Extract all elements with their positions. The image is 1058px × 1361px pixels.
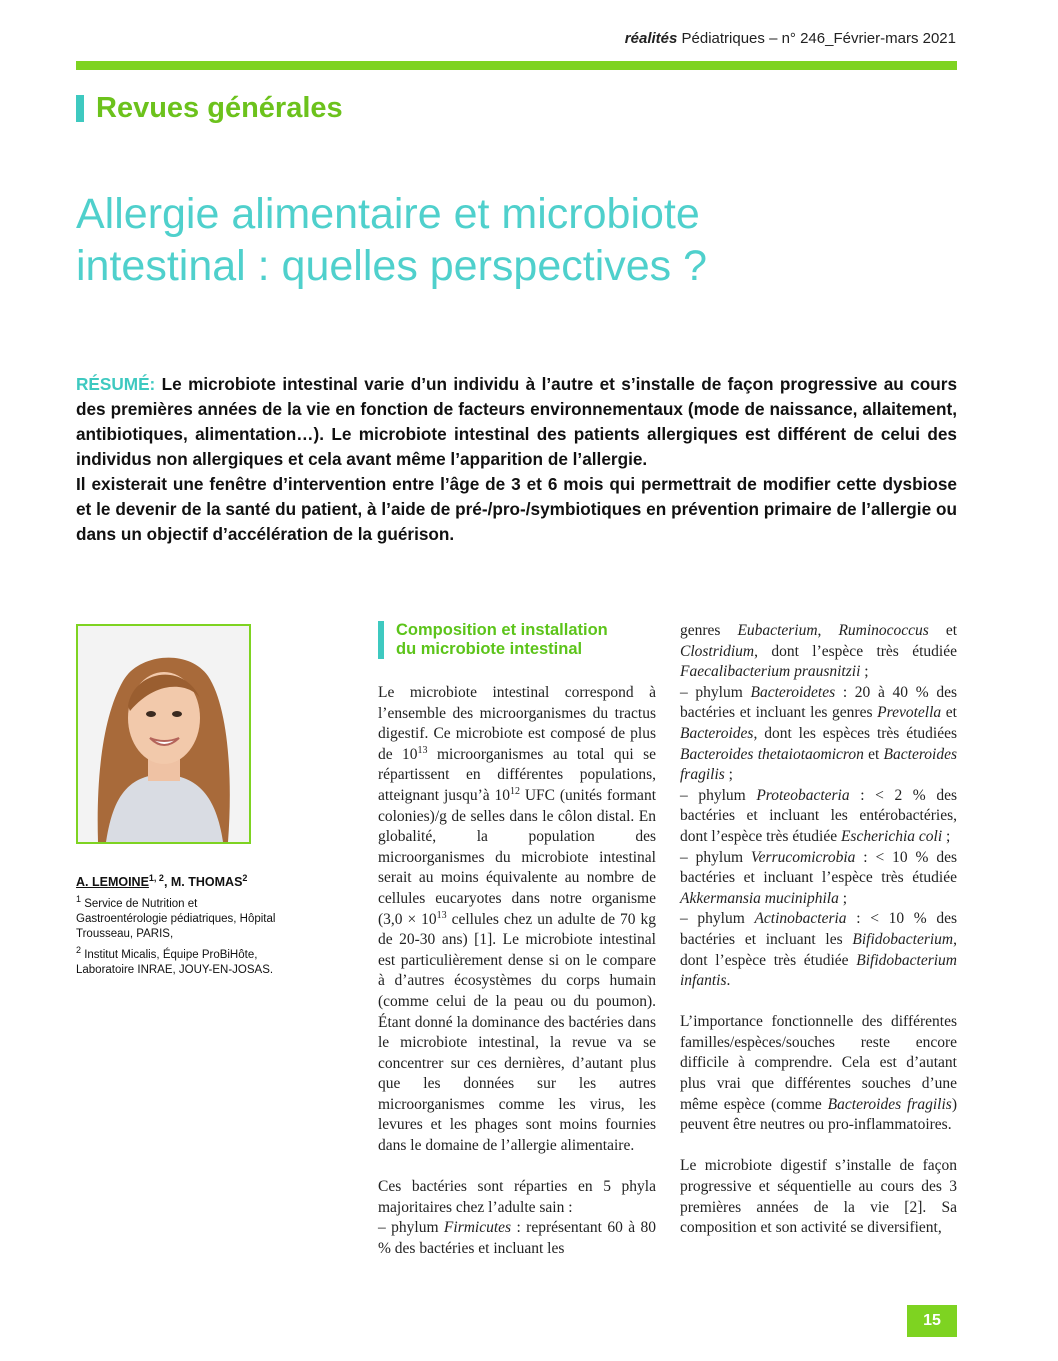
col2-list-proteobacteria: – phylum Proteobacteria : < 2 % des bactéries et incluant les entérobactéries, dont l’espèce très étudiée Escherichia coli ;: [680, 786, 957, 845]
section-marker: [76, 95, 84, 122]
affiliation-2-text: Institut Micalis, Équipe ProBiHôte, Laboratoire INRAE, JOUY-EN-JOSAS.: [76, 948, 274, 977]
abstract-label: RÉSUMÉ:: [76, 374, 156, 394]
author-photo: [76, 624, 251, 844]
journal-header: [625, 30, 956, 47]
col2-paragraph-installation: Le microbiote digestif s’installe de façon progressive et séquentielle au cours des 3 premières années de la vie [2]. Sa composition et son activité se diversifient,: [680, 1157, 957, 1237]
author-2-sup: 2: [242, 873, 248, 883]
affiliation-2: [76, 943, 286, 979]
col1-paragraph-1: Le microbiote intestinal correspond à l’ensemble des microorganismes du tractus digestif. Ce microbiote est composé de plus de $10^{13}$ microorganismes au total qui se répartissent en différentes populations, atteignant jusqu’à $10^{12}$ UFC (unités formant colonies)/g de selles dans le côlon distal. En globalité, la population des microorganismes du microbiote intestinal serait au moins équivalente au nombre de cellules eucaryotes dans notre organisme ($3,0 \times 10^{13}$ cellules chez un adulte de 70 kg de 20-30 ans) [1]. Le microbiote intestinal est particulièrement dense si on le compare à d’autres écosystèmes du corps humain (comme celui de la peau ou du poumon). Étant donné la dominance des bactéries dans le microbiote intestinal, la revue va se concentrer sur ces dernières, d’autant plus que les données sur les autres microorganismes comme les virus, les levures et les phages sont moins fournies dans le domaine de l’allergie alimentaire.: [378, 684, 657, 1155]
subheading-line-1: Composition et installation: [396, 621, 608, 639]
body-column-1: [378, 683, 656, 1260]
title-line-1: Allergie alimentaire et microbiote: [76, 190, 700, 238]
subheading-line-2: du microbiote intestinal: [396, 640, 583, 658]
abstract: [76, 372, 957, 547]
author-names: [76, 871, 286, 891]
col1-paragraph-2: Ces bactéries sont réparties en 5 phyla majoritaires chez l’adulte sain :: [378, 1178, 656, 1216]
subheading-text: [396, 621, 608, 659]
col2-list-bacteroidetes: – phylum Bacteroidetes : 20 à 40 % des bactéries et incluant les genres Prevotella et Bacteroides, dont les espèces très étudiées Bacteroides thetaiotaomicron et Bacteroides fragilis ;: [680, 683, 958, 784]
col1-list-firmicutes: – phylum Firmicutes : représentant 60 à 80 % des bactéries et incluant les: [378, 1219, 656, 1258]
body-column-2: [680, 621, 957, 1239]
abstract-text-1: Le microbiote intestinal varie d’un individu à l’autre et s’installe de façon progressive au cours des premières années de la vie en fonction de facteurs environnementaux (mode de naissance, allaitement, antibiotiques, alimentation…). Le microbiote intestinal des patients allergiques est différent de celui des individus non allergiques et cela avant même l’apparition de l’allergie.: [76, 374, 957, 469]
abstract-p2: Il existerait une fenêtre d’intervention entre l’âge de 3 et 6 mois qui permettrait de modifier cette dysbiose et le devenir de la santé du patient, à l’aide de pré-/pro-/symbiotiques en prévention primaire de l’allergie ou dans un objectif d’accélération de la guérison.: [76, 474, 957, 544]
page-number: 15: [907, 1305, 957, 1337]
title-line-2: intestinal : quelles perspectives ?: [76, 242, 708, 290]
affiliation-1-text: Service de Nutrition et Gastroentérologie pédiatriques, Hôpital Trousseau, PARIS,: [76, 897, 276, 941]
affiliation-1: [76, 892, 286, 943]
section-tag: [76, 92, 343, 125]
journal-issue: Pédiatriques – n° 246_Février-mars 2021: [677, 30, 956, 47]
affiliation-1-sup: 1: [76, 893, 82, 904]
subheading-marker: [378, 621, 384, 659]
author-portrait-image: [78, 626, 249, 842]
col2-paragraph-importance: L’importance fonctionnelle des différentes familles/espèces/souches reste encore difficile à comprendre. Cela est d’autant plus vrai que différentes souches d’une même espèce (comme Bacteroides fragilis) peuvent être neutres ou pro-inflammatoires.: [680, 1013, 957, 1134]
header-rule: [76, 61, 957, 70]
author-block: [76, 871, 286, 979]
author-2: , M. THOMAS: [163, 875, 243, 890]
subheading: [378, 621, 658, 659]
col2-list-verrucomicrobia: – phylum Verrucomicrobia : < 10 % des bactéries et incluant l’espèce très étudiée Akkermansia muciniphila ;: [680, 848, 957, 907]
journal-name: réalités: [624, 30, 678, 47]
section-label: Revues générales: [96, 92, 343, 124]
article-title: [76, 188, 956, 292]
author-1-sup: 1, 2: [148, 873, 164, 883]
abstract-p1: [76, 372, 957, 472]
col2-list-actinobacteria: – phylum Actinobacteria : < 10 % des bactéries et incluant les Bifidobacterium, dont l’espèce très étudiée Bifidobacterium infantis.: [680, 910, 957, 990]
col2-list-firmicutes-cont: genres Eubacterium, Ruminococcus et Clostridium, dont l’espèce très étudiée Faecalibacterium prausnitzii ;: [680, 622, 958, 681]
author-1: A. LEMOINE: [76, 875, 149, 890]
affiliation-2-sup: 2: [76, 944, 82, 955]
